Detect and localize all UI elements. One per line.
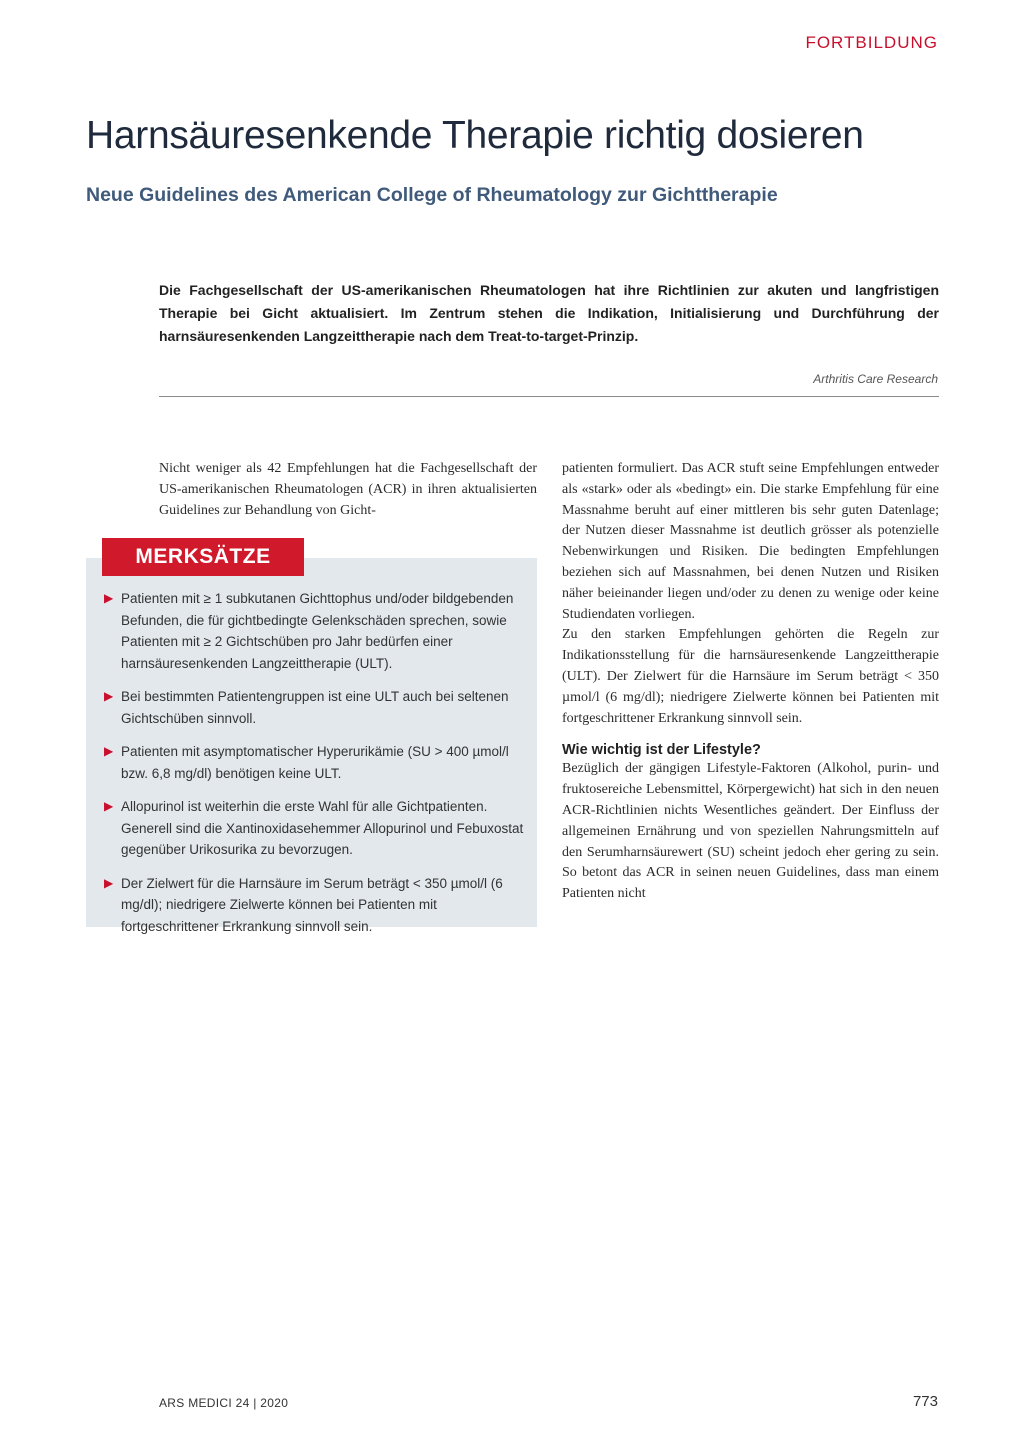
triangle-bullet-icon: ▶	[104, 875, 114, 890]
key-point-text: Patienten mit ≥ 1 subkutanen Gichttophus und/oder bildgebenden Befunden, die für gichtbedingte Gelenkschäden sprechen, sowie Patienten mit ≥ 2 Gichtschüben pro Jahr bedürfen einer harnsäuresenkenden Langzeittherapie (ULT).	[121, 591, 514, 671]
article-subtitle: Neue Guidelines des American College of Rheumatology zur Gichttherapie	[86, 184, 778, 206]
key-point-item	[104, 741, 528, 784]
body-column-right	[562, 459, 939, 905]
article-lead: Die Fachgesellschaft der US-amerikanischen Rheumatologen hat ihre Richtlinien zur akuten und langfristigen Therapie bei Gicht aktualisiert. Im Zentrum stehen die Indikation, Initialisierung und Durchführung der harnsäuresenkenden Langzeittherapie nach dem Treat-to-target-Prinzip.	[159, 282, 939, 344]
triangle-bullet-icon: ▶	[104, 591, 114, 605]
key-point-text: Patienten mit asymptomatischer Hyperurikämie (SU > 400 µmol/l bzw. 6,8 mg/dl) benötigen keine ULT.	[121, 744, 509, 781]
key-point-text: Bei bestimmten Patientengruppen ist eine ULT auch bei seltenen Gichtschüben sinnvoll.	[121, 689, 509, 726]
source-citation: Arthritis Care Research	[813, 372, 938, 386]
triangle-bullet-icon: ▶	[104, 689, 114, 703]
key-point-item	[104, 796, 528, 861]
key-point-item	[104, 686, 528, 729]
divider	[159, 396, 939, 397]
key-point-item	[104, 873, 528, 938]
triangle-bullet-icon: ▶	[104, 744, 114, 758]
key-point-text: Allopurinol ist weiterhin die erste Wahl für alle Gichtpatienten. Generell sind die Xantinoxidasehemmer Allopurinol und Febuxostat gegenüber Urikosurika zu bevorzugen.	[121, 799, 524, 857]
section-heading: Wie wichtig ist der Lifestyle?	[562, 742, 761, 759]
body-paragraph: Bezüglich der gängigen Lifestyle-Faktoren (Alkohol, purin- und fruktosereiche Lebensmittel, Körpergewicht) hat sich in den neuen ACR-Richtlinien nichts Wesentliches geändert. Der Einfluss der allgemeinen Ernährung und von speziellen Nahrungsmitteln auf den Serumharnsäurewert (SU) scheint jedoch eher gering zu sein. So betont das ACR in seinen neuen Guidelines, dass man einem Patienten nicht	[562, 761, 939, 902]
section-label: FORTBILDUNG	[805, 33, 938, 52]
article-title: Harnsäuresenkende Therapie richtig dosieren	[86, 114, 864, 157]
key-point-text: Der Zielwert für die Harnsäure im Serum beträgt < 350 µmol/l (6 mg/dl); niedrigere Zielwerte können bei Patienten mit fortgeschrittener Erkrankung sinnvoll sein.	[121, 875, 503, 934]
key-points-box	[86, 558, 537, 934]
page-number: 773	[912, 1393, 938, 1410]
key-point-item	[104, 588, 528, 674]
key-points-badge: MERKSÄTZE	[102, 538, 304, 576]
body-column-left: Nicht weniger als 42 Empfehlungen hat die Fachgesellschaft der US-amerikanischen Rheumatologen (ACR) in ihren aktualisierten Guidelines zur Behandlung von Gicht-	[159, 461, 537, 518]
journal-footer: ARS MEDICI 24 | 2020	[159, 1396, 289, 1410]
body-paragraph: patienten formuliert. Das ACR stuft seine Empfehlungen entweder als «stark» oder als «bedingt» ein. Die starke Empfehlung für eine Massnahme beruht auf einer mittleren bis sehr guten Datenlage; der Nutzen dieser Massnahme ist deutlich grösser als potenzielle Nebenwirkungen und Risiken. Die bedingten Empfehlungen beziehen sich auf Massnahmen, bei denen Nutzen und Risiken näher beieinander liegen und/oder zu denen zu wenige oder keine Studiendaten vorliegen.	[562, 461, 939, 622]
triangle-bullet-icon: ▶	[104, 799, 114, 813]
key-points-list	[104, 588, 528, 949]
body-paragraph: Zu den starken Empfehlungen gehörten die Regeln zur Indikationsstellung für die harnsäuresenkende Langzeittherapie (ULT). Der Zielwert für die Harnsäure im Serum beträgt < 350 µmol/l (6 mg/dl); niedrigere Zielwerte können bei Patienten mit fortgeschrittener Erkrankung sinnvoll sein.	[562, 627, 939, 726]
